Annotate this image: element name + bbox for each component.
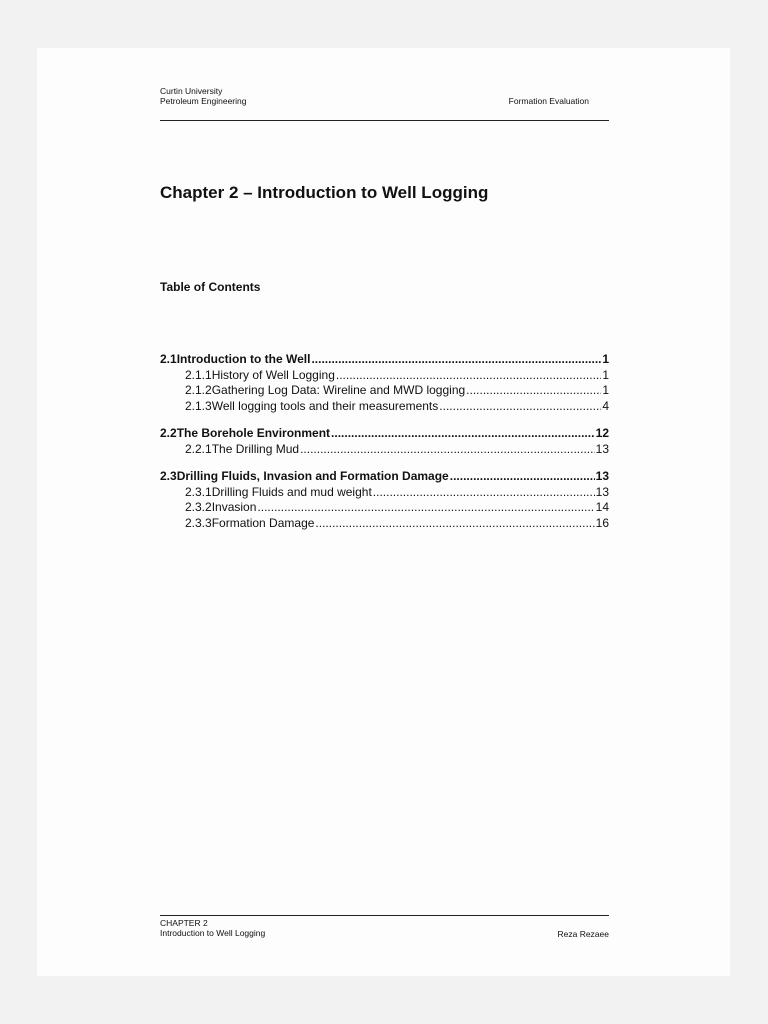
footer-author: Reza Rezaee [557, 929, 609, 939]
table-of-contents [160, 352, 609, 531]
toc-leader-dots [336, 368, 601, 384]
toc-entry-number: 2.2 [160, 426, 177, 440]
toc-leader-dots [466, 383, 601, 399]
toc-heading: Table of Contents [160, 280, 261, 294]
toc-entry[interactable] [160, 368, 609, 384]
toc-entry-title: Formation Damage [211, 515, 315, 530]
toc-entry-number: 2.1.1 [185, 367, 212, 382]
header-university: Curtin University [160, 86, 223, 96]
toc-entry[interactable] [160, 485, 609, 501]
toc-leader-dots [373, 485, 595, 501]
toc-section-gap [160, 414, 609, 426]
toc-section-gap [160, 457, 609, 469]
toc-entry-title: History of Well Logging [211, 367, 335, 382]
footer-chapter: CHAPTER 2 [160, 918, 208, 928]
toc-entry-title: The Drilling Mud [211, 441, 300, 456]
page-header [160, 86, 609, 121]
toc-entry-title: The Borehole Environment [176, 426, 331, 440]
toc-entry-number: 2.3.1 [185, 484, 212, 499]
toc-entry-page: 13 [595, 441, 609, 456]
toc-entry-number: 2.3 [160, 469, 177, 483]
toc-entry-title: Introduction to the Well [176, 352, 311, 366]
toc-entry-number: 2.1 [160, 352, 177, 366]
toc-entry-page: 14 [595, 500, 609, 514]
toc-entry-title: Gathering Log Data: Wireline and MWD logging [211, 383, 466, 397]
toc-entry[interactable] [160, 426, 609, 442]
toc-entry[interactable] [160, 469, 609, 485]
toc-entry-page: 12 [595, 426, 609, 440]
toc-entry-page: 1 [602, 367, 609, 382]
toc-leader-dots [311, 352, 601, 368]
chapter-title: Chapter 2 – Introduction to Well Logging [160, 183, 489, 202]
toc-entry-page: 13 [595, 484, 609, 499]
header-department: Petroleum Engineering [160, 96, 247, 106]
toc-entry-page: 4 [602, 398, 609, 413]
toc-leader-dots [315, 516, 594, 532]
toc-entry-title: Drilling Fluids and mud weight [211, 484, 372, 499]
toc-entry-number: 2.3.3 [185, 515, 212, 530]
toc-entry[interactable] [160, 442, 609, 458]
toc-leader-dots [439, 399, 601, 415]
toc-entry-title: Drilling Fluids, Invasion and Formation Damage [176, 469, 449, 483]
toc-entry-title: Well logging tools and their measurements [211, 398, 439, 413]
toc-entry-page: 16 [595, 515, 609, 530]
toc-leader-dots [450, 469, 595, 485]
footer-chapter-title: Introduction to Well Logging [160, 928, 266, 938]
page-footer [160, 915, 609, 938]
toc-entry-page: 1 [602, 352, 609, 366]
toc-entry[interactable] [160, 500, 609, 516]
toc-entry[interactable] [160, 352, 609, 368]
toc-entry-number: 2.1.2 [185, 383, 212, 397]
toc-entry[interactable] [160, 516, 609, 532]
toc-entry-page: 1 [602, 383, 609, 397]
header-left [160, 86, 246, 106]
toc-entry-number: 2.2.1 [185, 441, 212, 456]
toc-entry[interactable] [160, 383, 609, 399]
toc-leader-dots [257, 500, 594, 516]
toc-entry[interactable] [160, 399, 609, 415]
toc-leader-dots [300, 442, 595, 458]
header-course: Formation Evaluation [508, 96, 589, 106]
toc-entry-number: 2.1.3 [185, 398, 212, 413]
toc-entry-page: 13 [595, 469, 609, 483]
toc-leader-dots [331, 426, 595, 442]
toc-entry-number: 2.3.2 [185, 500, 212, 514]
toc-entry-title: Invasion [211, 500, 257, 514]
